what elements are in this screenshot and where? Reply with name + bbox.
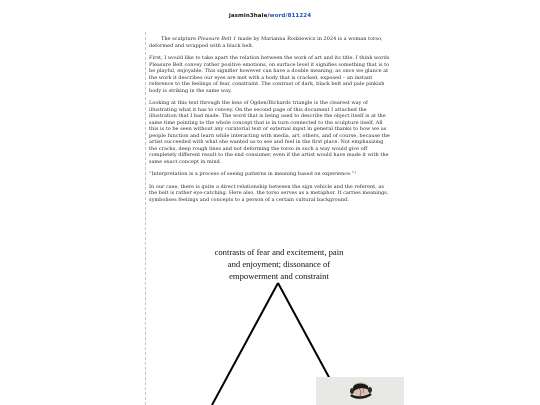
caption-line: and enjoyment; dissonance of [227, 259, 331, 269]
page-margin-rule [145, 32, 146, 405]
triangle-paragraph: Looking at this text through the lens of Ogden/Richards triangle is the clearest way of illustrating what it has to convey. On the second page of this document I attached the illustration that I had made. The word that is being used to describe the object itself is at the same time pointing to the whole concept that is in turn connected to the sculpture itself. All this is to be seen without any curatorial text or external input in general thanks to how we as people function and learn while interacting with media, art, others, and of course, because the artist succeeded with what she wanted us to see and feel in the first place. Not emphasizing the cracks, deep rough lines and not deforming the torso in such a way would give off completely different result to the end consumer, even if the artist would have made it with the same exact concept in mind. [149, 100, 390, 165]
caption-line: empowerment and constraint [229, 271, 329, 281]
author-name: jasmin3hale [228, 13, 268, 19]
title-analysis-paragraph: First, I would like to take apart the relation between the work of art and its title. I think words Pleasure Belt convey rather positive emotions, on surface level it signifies something that is to be playful, enjoyable. This signifier however can have a double meaning, as once we glance at the work it describes our eyes are met with a body that is cracked, exposed – an instant reference to the feelings of fear, constraint. The contrast of dark, black belt and pale pinkish body is striking in the same way. [149, 55, 390, 94]
quote-paragraph: “Interpretation is a process of seeing patterns in meaning based on experience.”¹ [149, 171, 357, 177]
document-id-link[interactable]: word/811224 [269, 13, 312, 19]
caption-line: contrasts of fear and excitement, pain [214, 247, 344, 257]
header-separator: / [267, 13, 270, 19]
artwork-title: Pleasure Belt 1 [197, 36, 237, 42]
relationship-paragraph: In our case, there is quite a direct relationship between the sign vehicle and the referent, as the belt is rather eye-catching. Here also, the torso serves as a metaphor. It carries meanings, symbolises feelings and concepts to a person of a certain cultural background. [149, 183, 389, 203]
sculpture-image [316, 377, 404, 405]
article-body [149, 36, 393, 209]
intro-paragraph [149, 36, 393, 49]
document-header [0, 13, 540, 19]
intro-text: The sculpture [161, 36, 198, 42]
sculpture-photo [316, 377, 404, 405]
intro-text-end: made by Marianna Rodziewicz in 2024 is a woman torso, deformed and wrapped with a black belt. [149, 36, 383, 49]
